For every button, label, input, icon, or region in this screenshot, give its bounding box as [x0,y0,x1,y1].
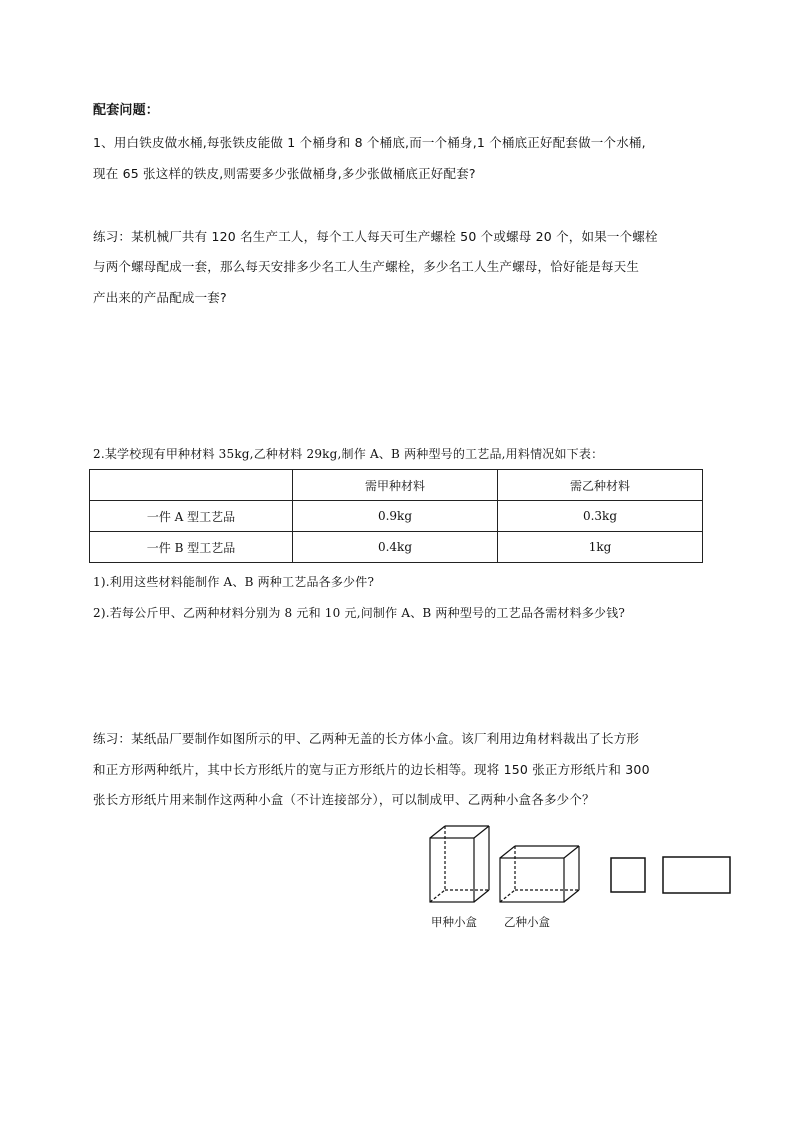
box-jia-drawing [430,826,489,902]
practice-1-line-3: 产出来的产品配成一套? [93,290,227,305]
question-1-line-1: 1、用白铁皮做水桶,每张铁皮能做 1 个桶身和 8 个桶底,而一个桶身,1 个桶底正好配套做一个水桶, [93,135,646,150]
box-yi-drawing [500,846,579,902]
figure-label-jia: 甲种小盒 [431,915,477,929]
box-figure [420,822,740,912]
practice-2-line-1: 练习：某纸品厂要制作如图所示的甲、乙两种无盖的长方体小盒。该厂利用边角材料裁出了长方形 [93,731,640,746]
table-cell: 一件 A 型工艺品 [90,501,293,532]
practice-2-line-3: 张长方形纸片用来制作这两种小盒（不计连接部分），可以制成甲、乙两种小盒各多少个？ [93,792,595,807]
table-cell: 0.3kg [498,501,703,532]
question-1-line-2: 现在 65 张这样的铁皮,则需要多少张做桶身,多少张做桶底正好配套? [93,166,476,181]
practice-1-line-1: 练习：某机械厂共有 120 名生产工人，每个工人每天可生产螺栓 50 个或螺母 20 个，如果一个螺栓 [93,229,658,244]
table-header-row [90,470,703,501]
question-2-intro: 2.某学校现有甲种材料 35kg,乙种材料 29kg,制作 A、B 两种型号的工艺品,用料情况如下表： [93,447,604,461]
square-paper-shape [611,858,645,892]
table-header-cell: 需甲种材料 [293,470,498,501]
table-cell: 0.9kg [293,501,498,532]
table-row [90,532,703,563]
table-header-cell: 需乙种材料 [498,470,703,501]
question-2-sub-1: 1).利用这些材料能制作 A、B 两种工艺品各多少件? [93,575,375,589]
materials-table [89,469,703,563]
section-title: 配套问题： [93,103,160,118]
table-row [90,501,703,532]
rectangle-paper-shape [663,857,730,893]
practice-1-line-2: 与两个螺母配成一套，那么每天安排多少名工人生产螺栓，多少名工人生产螺母，恰好能是每天生 [93,259,640,274]
figure-label-yi: 乙种小盒 [504,915,550,929]
table-cell: 一件 B 型工艺品 [90,532,293,563]
table-cell: 1kg [498,532,703,563]
table-cell: 0.4kg [293,532,498,563]
question-2-sub-2: 2).若每公斤甲、乙两种材料分别为 8 元和 10 元,问制作 A、B 两种型号的工艺品各需材料多少钱? [93,606,626,620]
practice-2-line-2: 和正方形两种纸片，其中长方形纸片的宽与正方形纸片的边长相等。现将 150 张正方形纸片和 300 [93,762,650,777]
table-header-cell [90,470,293,501]
